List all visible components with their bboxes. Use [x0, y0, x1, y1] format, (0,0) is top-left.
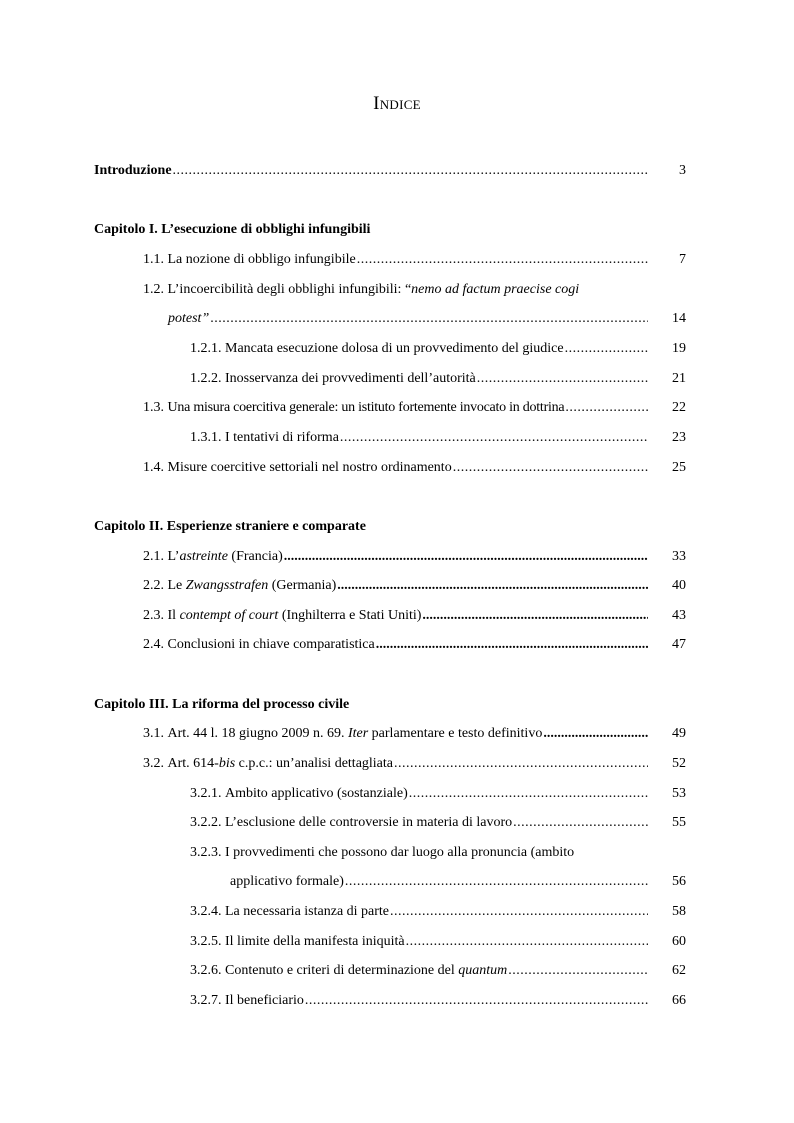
toc-entry-label: Il limite della manifesta iniquità — [225, 934, 405, 949]
toc-entry-1-3[interactable] — [143, 399, 686, 417]
section-number: 3.2.4. — [190, 904, 225, 919]
toc-entry-label: Ambito applicativo (sostanziale) — [225, 786, 408, 801]
toc-entry-1-3-1[interactable] — [190, 429, 686, 447]
section-number: 3.2.6. — [190, 963, 225, 978]
chapter-heading-1: Capitolo I. L’esecuzione di obblighi infungibili — [94, 222, 371, 237]
toc-entry-2-4[interactable] — [143, 636, 686, 654]
dot-leader — [513, 814, 648, 832]
toc-entry-1-4[interactable] — [143, 459, 686, 477]
dot-leader — [345, 873, 648, 891]
toc-entry-1-2-2[interactable] — [190, 370, 686, 388]
section-number: 3.2. — [143, 756, 168, 771]
toc-entry-label: La necessaria istanza di parte — [225, 904, 390, 919]
toc-entry-label: Mancata esecuzione dolosa di un provvedimento del giudice — [225, 341, 564, 356]
section-number: 1.1. — [143, 252, 168, 267]
chapter-heading-3: Capitolo III. La riforma del processo civile — [94, 697, 350, 712]
toc-entry-label: Una misura coercitiva generale: un istituto fortemente invocato in dottrina — [167, 400, 565, 415]
toc-entry-label: Inosservanza dei provvedimenti dell’autorità — [225, 371, 476, 386]
toc-entry-1-2[interactable] — [168, 310, 686, 328]
section-number: 2.3. — [143, 608, 168, 623]
toc-entry-3-2-5[interactable] — [190, 933, 686, 951]
toc-entry-3-2-4[interactable] — [190, 903, 686, 921]
section-number: 2.4. — [143, 637, 168, 652]
section-number: 1.2.1. — [190, 341, 225, 356]
toc-page-number: 43 — [672, 608, 686, 623]
toc-page-number: 3 — [679, 163, 686, 178]
toc-page-number: 56 — [672, 874, 686, 889]
toc-entry-label: I provvedimenti che possono dar luogo alla pronuncia (ambito — [225, 845, 575, 860]
toc-page-number: 60 — [672, 934, 686, 949]
dot-leader — [305, 992, 648, 1010]
toc-page-number: 25 — [672, 460, 686, 475]
section-number: 1.4. — [143, 460, 168, 475]
section-number: 3.2.7. — [190, 993, 225, 1008]
toc-entry-label: L’incoercibilità degli obblighi infungibili: “ — [167, 282, 412, 297]
section-number: 1.3.1. — [190, 430, 225, 445]
dot-leader — [394, 755, 648, 773]
toc-page-number: 19 — [672, 341, 686, 356]
toc-entry-label: Art. 44 l. 18 giugno 2009 n. 69. Iter parlamentare e testo definitivo — [167, 726, 543, 741]
toc-entry-label: applicativo formale) — [230, 874, 344, 889]
toc-entry-3-2-3[interactable] — [230, 873, 686, 891]
page-title: Indice — [373, 93, 421, 114]
toc-entry-1-2-1[interactable] — [190, 340, 686, 358]
toc-entry-label: L’esclusione delle controversie in materia di lavoro — [225, 815, 513, 830]
dot-leader — [543, 725, 648, 743]
toc-entry-label: Contenuto e criteri di determinazione del quantum — [225, 963, 508, 978]
toc-page-number: 14 — [672, 311, 686, 326]
toc-entry-3-2-1[interactable] — [190, 785, 686, 803]
toc-entry-label: Le Zwangsstrafen (Germania) — [167, 578, 337, 593]
toc-page-number: 7 — [679, 252, 686, 267]
dot-leader — [357, 251, 648, 269]
section-number: 3.2.5. — [190, 934, 225, 949]
toc-page-number: 22 — [672, 400, 686, 415]
section-number: 1.2. — [143, 282, 168, 297]
toc-entry-italic: nemo ad factum praecise cogi — [411, 282, 580, 297]
dot-leader — [337, 577, 648, 595]
toc-entry-label: Introduzione — [94, 163, 172, 178]
toc-page-number: 58 — [672, 904, 686, 919]
section-number: 3.2.2. — [190, 815, 225, 830]
toc-entry-label: L’astreinte (Francia) — [167, 549, 283, 564]
toc-entry-3-2-7[interactable] — [190, 992, 686, 1010]
section-number: 3.2.1. — [190, 786, 225, 801]
toc-entry-2-2[interactable] — [143, 577, 686, 595]
toc-entry-label: Il contempt of court (Inghilterra e Stati Uniti) — [167, 608, 422, 623]
toc-entry-label: Il beneficiario — [225, 993, 304, 1008]
section-number: 2.1. — [143, 549, 168, 564]
dot-leader — [565, 399, 648, 417]
dot-leader — [565, 340, 648, 358]
toc-entry-label: Misure coercitive settoriali nel nostro ordinamento — [167, 460, 452, 475]
dot-leader — [284, 548, 648, 566]
toc-entry-3-2-3-first-line[interactable] — [190, 844, 574, 862]
toc-entry-1-2-first-line[interactable] — [143, 281, 579, 299]
toc-page-number: 66 — [672, 993, 686, 1008]
toc-entry-2-1[interactable] — [143, 548, 686, 566]
toc-page-number: 52 — [672, 756, 686, 771]
toc-entry-3-2-6[interactable] — [190, 962, 686, 980]
toc-entry-2-3[interactable] — [143, 607, 686, 625]
dot-leader — [173, 162, 648, 180]
dot-leader — [422, 607, 648, 625]
section-number: 1.3. — [143, 400, 168, 415]
toc-page-number: 23 — [672, 430, 686, 445]
toc-entry-label: La nozione di obbligo infungibile — [167, 252, 356, 267]
dot-leader — [376, 636, 648, 654]
dot-leader — [477, 370, 648, 388]
toc-page-number: 40 — [672, 578, 686, 593]
section-number: 3.1. — [143, 726, 168, 741]
dot-leader — [406, 933, 648, 951]
toc-entry-3-1[interactable] — [143, 725, 686, 743]
toc-page-number: 62 — [672, 963, 686, 978]
toc-page-number: 47 — [672, 637, 686, 652]
dot-leader — [508, 962, 648, 980]
dot-leader — [453, 459, 648, 477]
toc-entry-3-2-2[interactable] — [190, 814, 686, 832]
toc-entry-1-1[interactable] — [143, 251, 686, 269]
toc-entry-label: I tentativi di riforma — [225, 430, 339, 445]
dot-leader — [210, 310, 648, 328]
section-number: 3.2.3. — [190, 845, 225, 860]
chapter-heading-2: Capitolo II. Esperienze straniere e comparate — [94, 519, 366, 534]
toc-entry-italic: potest” — [168, 311, 210, 326]
section-number: 1.2.2. — [190, 371, 225, 386]
toc-page-number: 21 — [672, 371, 686, 386]
section-number: 2.2. — [143, 578, 168, 593]
toc-page-number: 53 — [672, 786, 686, 801]
toc-entry-3-2[interactable] — [143, 755, 686, 773]
dot-leader — [340, 429, 648, 447]
toc-page-number: 49 — [672, 726, 686, 741]
toc-page-number: 33 — [672, 549, 686, 564]
dot-leader — [390, 903, 648, 921]
toc-entry-label: Conclusioni in chiave comparatistica — [167, 637, 375, 652]
toc-entry-introduzione[interactable] — [94, 162, 686, 180]
dot-leader — [409, 785, 648, 803]
toc-page-number: 55 — [672, 815, 686, 830]
toc-entry-label: Art. 614-bis c.p.c.: un’analisi dettagliata — [167, 756, 393, 771]
